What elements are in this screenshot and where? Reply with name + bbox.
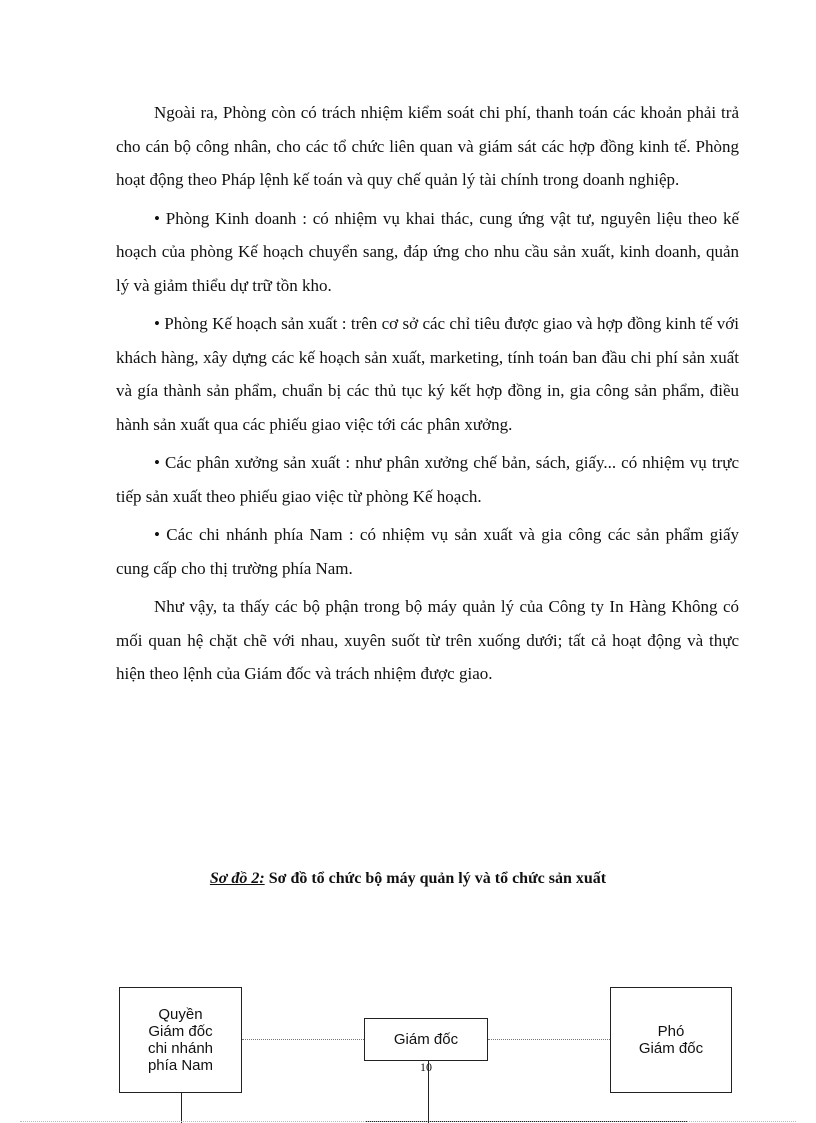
diagram-caption-lead: Sơ đồ 2: bbox=[209, 870, 265, 887]
box-southern-branch-director bbox=[119, 987, 242, 1093]
connector-center-right bbox=[488, 1039, 610, 1040]
page-bottom-rule bbox=[20, 1121, 796, 1122]
box-director-label: Giám đốc bbox=[393, 1031, 459, 1048]
paragraph-workshops: • Các phân xưởng sản xuất : như phân xưởng chế bản, sách, giấy... có nhiệm vụ trực tiếp sản xuất theo phiếu giao việc từ phòng Kế hoạch. bbox=[116, 453, 739, 506]
paragraph-accounting-duties: Ngoài ra, Phòng còn có trách nhiệm kiểm soát chi phí, thanh toán các khoản phải trả cho cán bộ công nhân, cho các tổ chức liên quan và giám sát các hợp đồng kinh tế. Phòng hoạt động theo Pháp lệnh kế toán và quy chế quản lý tài chính trong doanh nghiệp. bbox=[116, 103, 739, 189]
box-director bbox=[364, 1018, 488, 1061]
box-deputy-director bbox=[610, 987, 732, 1093]
diagram-caption-text: Sơ đồ tổ chức bộ máy quản lý và tổ chức sản xuất bbox=[264, 870, 607, 887]
connector-left-center bbox=[242, 1039, 364, 1040]
paragraph-business-dept: • Phòng Kinh doanh : có nhiệm vụ khai thác, cung ứng vật tư, nguyên liệu theo kế hoạch của phòng Kế hoạch chuyển sang, đáp ứng cho nhu cầu sản xuất, kinh doanh, quản lý và giảm thiểu dự trữ tồn kho. bbox=[116, 208, 739, 295]
connector-left-down bbox=[181, 1093, 182, 1123]
page-number: 10 bbox=[420, 1060, 432, 1074]
box-southern-branch-director-label: Quyền Giám đốc chi nhánh phía Nam bbox=[147, 1006, 214, 1074]
diagram-caption bbox=[0, 870, 816, 888]
body-text bbox=[116, 96, 739, 696]
box-deputy-director-label: Phó Giám đốc bbox=[638, 1023, 704, 1057]
paragraph-southern-branches: • Các chi nhánh phía Nam : có nhiệm vụ sản xuất và gia công các sản phẩm giấy cung cấp cho thị trường phía Nam. bbox=[116, 525, 739, 578]
paragraph-planning-dept: • Phòng Kế hoạch sản xuất : trên cơ sở các chỉ tiêu được giao và hợp đồng kinh tế với khách hàng, xây dựng các kế hoạch sản xuất, marketing, tính toán ban đầu chi phí sản xuất và gía thành sản phẩm, chuẩn bị các thủ tục ký kết hợp đồng in, gia công sản phẩm, điều hành sản xuất qua các phiếu giao việc tới các phân xưởng. bbox=[116, 314, 739, 434]
paragraph-summary: Như vậy, ta thấy các bộ phận trong bộ máy quản lý của Công ty In Hàng Không có mối quan hệ chặt chẽ với nhau, xuyên suốt từ trên xuống dưới; tất cả hoạt động và thực hiện theo lệnh của Giám đốc và trách nhiệm được giao. bbox=[116, 597, 739, 683]
